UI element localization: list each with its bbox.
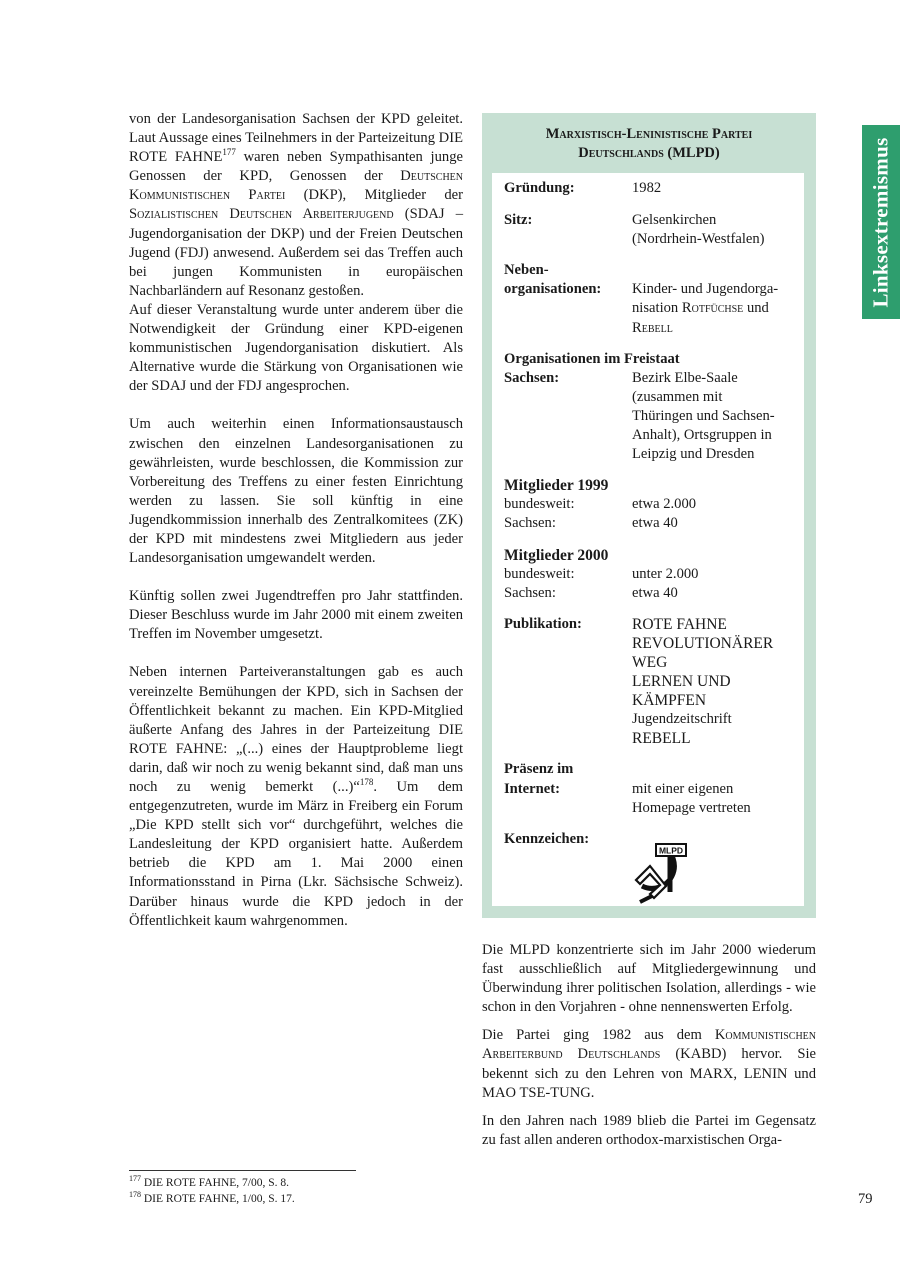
paragraph-2: Auf dieser Veranstaltung wurde unter anderem über die Notwendigkeit der Gründung einer KPD-eigenen kommunistischen Jugendorganisation diskutiert. Als Alternative wurde die Stärkung von Organisationen wie der SDAJ und der FDJ angesprochen.	[129, 301, 463, 395]
section-tab	[862, 125, 900, 319]
footnotes	[129, 1175, 463, 1207]
footnote-divider	[129, 1170, 356, 1171]
kennzeichen-row: Kennzeichen: MLPD	[504, 830, 794, 910]
paragraph-1: von der Landesorganisation Sachsen der KPD geleitet. Laut Aussage eines Teilnehmers in der Parteizeitung DIE ROTE FAHNE$^{177}$ waren neben Sympathisanten junge Genossen der KPD, Genossen der Deutschen Kommunistischen Partei (DKP), Mitglieder der Sozialistischen Deutschen Arbeiterjugend (SDAJ – Jugendorganisation der DKP) und der Freien Deutschen Jugend (FDJ) anwesend. Außerdem sei das Treffen auch bei jungen Kommunisten in europäischen Nachbarländern auf Resonanz gestoßen.	[129, 111, 463, 299]
left-column	[129, 110, 463, 931]
publikation-row: Publikation: ROTE FAHNE REVOLUTIONÄRER WEG LERNEN UND KÄMPFEN Jugendzeitschrift REBELL	[504, 615, 774, 748]
paragraph-4: Künftig sollen zwei Jugendtreffen pro Jahr stattfinden. Dieser Beschluss wurde im Jahr 2000 mit einem zweiten Treffen im November umgesetzt.	[129, 588, 463, 643]
footnote-177: $^{177}$ DIE ROTE FAHNE, 7/00, S. 8.	[129, 1174, 290, 1189]
paragraph-3: Um auch weiterhin einen Informationsaustausch zwischen den einzelnen Landesorganisationen zu gewährleisten, wurde beschlossen, die Kommission zur Vorbereitung des Treffens zu einer festen Einrichtung werden zu lassen. Sie soll künftig in eine Jugendkommission innerhalb des Zentralkomitees (ZK) der KPD mit mindestens zwei Mitgliedern aus jeder Landesorganisation umgewandelt werden.	[129, 416, 463, 567]
infobox-title: Marxistisch-Leninistische Partei Deutschlands (MLPD)	[545, 126, 753, 161]
footnote-ref-177[interactable]: 177	[222, 147, 236, 158]
logo-label: MLPD	[658, 845, 684, 856]
page-number: 79	[858, 1191, 873, 1207]
paragraph-8: In den Jahren nach 1989 blieb die Partei im Gegensatz zu fast allen anderen orthodox-marxistischen Orga-	[482, 1112, 816, 1148]
gruendung-row: Gründung: 1982	[504, 180, 662, 196]
mlpd-logo-icon	[632, 838, 698, 904]
mitglieder-2000-section: Mitglieder 2000 bundesweit: unter 2.000 Sachsen: etwa 40	[504, 546, 699, 601]
mlpd-infobox	[482, 113, 816, 918]
praesenz-row: Präsenz im Internet: mit einer eigenen Homepage vertreten	[504, 761, 751, 816]
paragraph-7: Die Partei ging 1982 aus dem Kommunistischen Arbeiterbund Deutschlands (KABD) hervor. Sie bekennt sich zu den Lehren von MARX, LENIN und MAO TSE-TUNG.	[482, 1027, 816, 1101]
right-column	[482, 941, 816, 1159]
organisationen-section: Organisationen im Freistaat Sachsen: Bezirk Elbe-Saale (zusammen mit Thüringen und Sachsen- Anhalt), Ortsgruppen in Leipzig und Dresden	[504, 350, 775, 463]
mitglieder-1999-section: Mitglieder 1999 bundesweit: etwa 2.000 Sachsen: etwa 40	[504, 477, 697, 532]
paragraph-6: Die MLPD konzentrierte sich im Jahr 2000 wiederum fast ausschließlich auf Mitgliedergewinnung und Überwindung ihrer politischen Isolation, allerdings - wie schon in den Vorjahren - ohne nennenswerten Erfolg.	[482, 942, 816, 1016]
nebenorganisationen-row: Neben- organisationen: Kinder- und Jugendorga- nisation Rotfüchse und Rebell	[504, 262, 779, 336]
footnote-ref-178[interactable]: 178	[359, 777, 374, 788]
section-tab-label: Linksextremismus	[868, 136, 893, 308]
footnote-178: $^{178}$ DIE ROTE FAHNE, 1/00, S. 17.	[129, 1190, 295, 1205]
paragraph-5: Neben internen Parteiveranstaltungen gab es auch vereinzelte Bemühungen der KPD, sich in Sachsen der Öffentlichkeit bekannt zu machen. Ein KPD-Mitglied äußerte Anfang des Jahres in der Parteizeitung DIE ROTE FAHNE: „(...) eines der Hauptprobleme liegt darin, daß wir noch zu wenig bekannt sind, daß man uns noch zu wenig bemerkt (...)“$^{178}$. Um dem entgegenzutreten, wurde im März in Freiberg ein Forum „Die KPD stellt sich vor“ durchgeführt, welches die Landesleitung der KPD organisiert hatte. Außerdem betrieb die KPD am 1. Mai 2000 einen Informationsstand in Pirna (Lkr. Sächsische Schweiz). Darüber hinaus wurde die KPD jedoch in der Öffentlichkeit kaum wahrgenommen.	[129, 664, 463, 929]
sitz-row: Sitz: Gelsenkirchen (Nordrhein-Westfalen)	[504, 212, 765, 248]
infobox-body	[492, 173, 804, 906]
